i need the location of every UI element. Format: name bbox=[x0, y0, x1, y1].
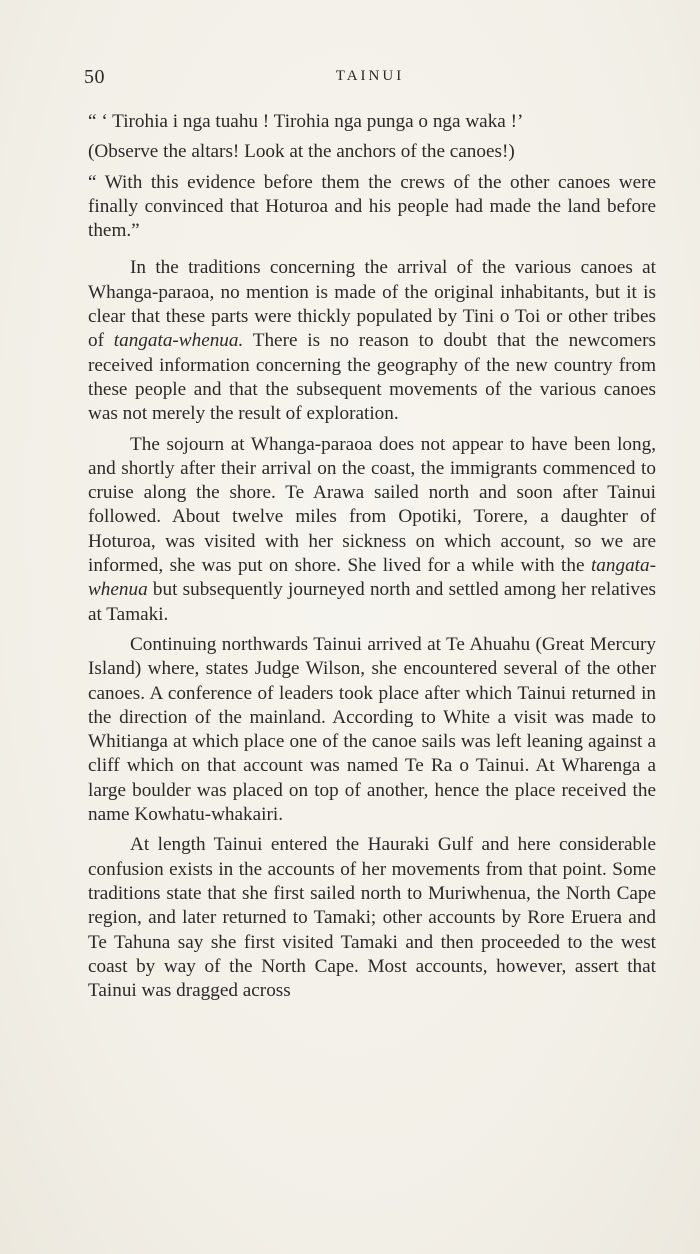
paragraph-original-inhabitants bbox=[88, 256, 656, 426]
paragraph-quote-maori bbox=[88, 110, 656, 134]
italic-term: tangata-whenua. bbox=[113, 330, 244, 352]
paragraph-hauraki-gulf bbox=[88, 833, 656, 1003]
italic-term: tangata-whenua bbox=[88, 555, 656, 601]
text-run: “ ‘ Tirohia i nga tuahu ! Tirohia nga punga o nga waka !’ bbox=[88, 111, 524, 132]
text-run: There is no reason to doubt that the newcomers received information concerning the geography of the new country from these people and that the subsequent movements of the various canoes was not merely the result of exploration. bbox=[88, 330, 657, 425]
running-head: TAINUI bbox=[335, 68, 405, 84]
page-number: 50 bbox=[84, 66, 105, 88]
text-run: but subsequently journeyed north and settled among her relatives at Tamaki. bbox=[88, 579, 656, 625]
paragraph-quote-translation bbox=[88, 140, 656, 164]
text-run: At length Tainui entered the Hauraki Gulf and here considerable confusion exists in the accounts of her movements from that point. Some traditions state that she first sailed north to Muriwhenua, the North Cape region, and later returned to Tamaki; other accounts by Rore Eruera and Te Tahuna say she first visited Tamaki and then proceeded to the west coast by way of the North Cape. Most accounts, however, assert that Tainui was dragged across bbox=[88, 834, 656, 1002]
text-run: In the traditions concerning the arrival of the various canoes at Whanga-paraoa, no mention is made of the original inhabitants, but it is clear that these parts were thickly populated by Tini o Toi or other tribes of bbox=[88, 257, 656, 352]
paragraph-quote-end bbox=[88, 171, 656, 244]
paragraph-northwards bbox=[88, 633, 656, 827]
text-run: The sojourn at Whanga-paraoa does not appear to have been long, and shortly after their arrival on the coast, the immigrants commenced to cruise along the shore. Te Arawa sailed north and soon after Tainui followed. About twelve miles from Opotiki, Torere, a daughter of Hoturoa, was visited with her sickness on which account, so we are informed, she was put on shore. She lived for a while with the bbox=[88, 433, 656, 577]
text-run: “ With this evidence before them the crews of the other canoes were finally convinced that Hoturoa and his people had made the land before them.” bbox=[88, 171, 656, 242]
page-header bbox=[84, 66, 656, 96]
body-text bbox=[88, 110, 656, 1003]
text-run: Continuing northwards Tainui arrived at Te Ahuahu (Great Mercury Island) where, states Judge Wilson, she encountered several of the other canoes. A conference of leaders took place after which Tainui returned in the direction of the mainland. According to White a visit was made to Whitianga at which place one of the canoe sails was left leaning against a cliff which on that account was named Te Ra o Tainui. At Wharenga a large boulder was placed on top of another, hence the place received the name Kowhatu-whakairi. bbox=[88, 633, 656, 826]
paragraph-sojourn bbox=[88, 433, 656, 627]
text-run: (Observe the altars! Look at the anchors of the canoes!) bbox=[88, 141, 515, 163]
